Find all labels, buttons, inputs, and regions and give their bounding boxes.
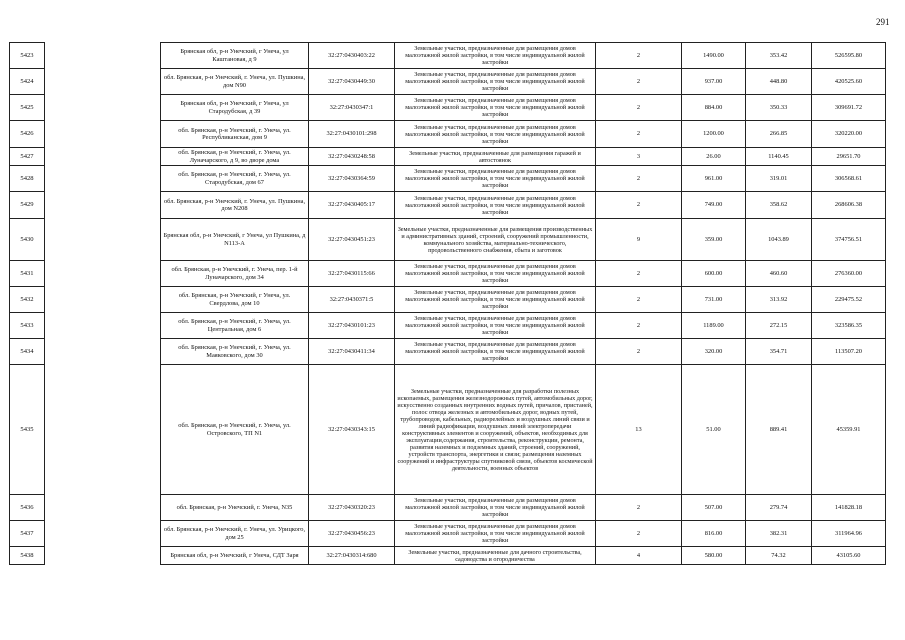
row-number: 5431 (10, 261, 45, 287)
land-use-cell: Земельные участки, предназначенные для размещения домов малоэтажной жилой застройки, в том числе индивидуальной жилой застройки (395, 521, 596, 547)
cadastral-number-cell: 32:27:0430451:23 (309, 219, 395, 261)
address-cell: обл. Брянская, р-н Унечский, г. Унеча, N35 (161, 495, 309, 521)
row-number: 5434 (10, 339, 45, 365)
cadastral-value-table (9, 42, 886, 565)
group-cell: 2 (596, 287, 682, 313)
empty-column (45, 495, 161, 521)
row-number: 5429 (10, 192, 45, 219)
empty-column (45, 313, 161, 339)
land-use-cell: Земельные участки, предназначенные для размещения домов малоэтажной жилой застройки, в том числе индивидуальной жилой застройки (395, 192, 596, 219)
cadastral-number-cell: 32:27:0430314:680 (309, 547, 395, 565)
table-row (10, 95, 886, 121)
cadastral-value-cell: 309691.72 (812, 95, 886, 121)
cadastral-value-cell: 141828.18 (812, 495, 886, 521)
specific-value-cell: 1140.45 (746, 148, 812, 166)
cadastral-number-cell: 32:27:0430411:34 (309, 339, 395, 365)
empty-column (45, 547, 161, 565)
empty-column (45, 219, 161, 261)
cadastral-value-cell: 29651.70 (812, 148, 886, 166)
group-cell: 2 (596, 313, 682, 339)
area-cell: 359.00 (682, 219, 746, 261)
group-cell: 2 (596, 192, 682, 219)
specific-value-cell: 448.80 (746, 69, 812, 95)
land-use-cell: Земельные участки, предназначенные для размещения домов малоэтажной жилой застройки, в том числе индивидуальной жилой застройки (395, 121, 596, 148)
row-number: 5424 (10, 69, 45, 95)
land-use-cell: Земельные участки, предназначенные для размещения домов малоэтажной жилой застройки, в том числе индивидуальной жилой застройки (395, 313, 596, 339)
group-cell: 2 (596, 261, 682, 287)
specific-value-cell: 889.41 (746, 365, 812, 495)
table-row (10, 69, 886, 95)
cadastral-value-cell: 320220.00 (812, 121, 886, 148)
table-row (10, 166, 886, 192)
empty-column (45, 192, 161, 219)
address-cell: обл. Брянская, р-н Унечский, г. Унеча, ул. Стародубская, дом 67 (161, 166, 309, 192)
cadastral-value-cell: 374756.51 (812, 219, 886, 261)
address-cell: Брянская обл, р-н Унечский, г Унеча, ул Каштановая, д 9 (161, 43, 309, 69)
specific-value-cell: 272.15 (746, 313, 812, 339)
area-cell: 1200.00 (682, 121, 746, 148)
empty-column (45, 69, 161, 95)
land-use-cell: Земельные участки, предназначенные для размещения домов малоэтажной жилой застройки, в том числе индивидуальной жилой застройки (395, 95, 596, 121)
land-use-cell: Земельные участки, предназначенные для дачного строительства, садоводства и огородничества (395, 547, 596, 565)
address-cell: обл. Брянская, р-н Унечский, г. Унеча, ул. Пушкина, дом N208 (161, 192, 309, 219)
row-number: 5438 (10, 547, 45, 565)
land-use-cell: Земельные участки, предназначенные для размещения домов малоэтажной жилой застройки, в том числе индивидуальной жилой застройки (395, 287, 596, 313)
cadastral-value-cell: 43105.60 (812, 547, 886, 565)
address-cell: Брянская обл, р-н Унечский, г Унеча, СДТ Заря (161, 547, 309, 565)
cadastral-value-cell: 229475.52 (812, 287, 886, 313)
area-cell: 580.00 (682, 547, 746, 565)
row-number: 5426 (10, 121, 45, 148)
address-cell: Брянская обл, р-н Унечский, г Унеча, ул Стародубская, д 39 (161, 95, 309, 121)
cadastral-number-cell: 32:27:0430248:58 (309, 148, 395, 166)
cadastral-value-cell: 526595.80 (812, 43, 886, 69)
area-cell: 937.00 (682, 69, 746, 95)
address-cell: обл. Брянская, р-н Унечский, г. Унеча, ул. Пушкина, дом N90 (161, 69, 309, 95)
cadastral-number-cell: 32:27:0430364:59 (309, 166, 395, 192)
specific-value-cell: 279.74 (746, 495, 812, 521)
area-cell: 51.00 (682, 365, 746, 495)
group-cell: 2 (596, 95, 682, 121)
empty-column (45, 121, 161, 148)
group-cell: 9 (596, 219, 682, 261)
group-cell: 13 (596, 365, 682, 495)
table-row (10, 121, 886, 148)
table-row (10, 495, 886, 521)
land-use-cell: Земельные участки, предназначенные для разработки полезных ископаемых, размещения железнодорожных путей, автомобильных дорог, искусственно созданных внутренних водных путей, причалов, пристаней, полос отвода железных и автомобильных дорог, водных путей, трубопроводов, кабельных, радиорелейных и воздушных линий связи и линий радиофикации, воздушных линий электропередачи конструктивных элементов и сооружений, объектов, необходимых для эксплуатации,содержания, строительства, реконструкции, ремонта, развития наземных и подземных зданий, строений, сооружений, устройств транспорта, энергетики и связи; размещения наземных сооружений и инфраструктуры спутниковой связи, объектов космической деятельности, военных объектов (395, 365, 596, 495)
land-use-cell: Земельные участки, предназначенные для размещения домов малоэтажной жилой застройки, в том числе индивидуальной жилой застройки (395, 261, 596, 287)
group-cell: 2 (596, 521, 682, 547)
cadastral-value-cell: 420525.60 (812, 69, 886, 95)
land-use-cell: Земельные участки, предназначенные для размещения домов малоэтажной жилой застройки, в том числе индивидуальной жилой застройки (395, 339, 596, 365)
specific-value-cell: 74.32 (746, 547, 812, 565)
address-cell: обл. Брянская, р-н Унечский, г Унеча, ул. Свердлова, дом 10 (161, 287, 309, 313)
table-row (10, 219, 886, 261)
row-number: 5423 (10, 43, 45, 69)
area-cell: 731.00 (682, 287, 746, 313)
group-cell: 2 (596, 339, 682, 365)
address-cell: обл. Брянская, р-н Унечский, г. Унеча, ул. Центральная, дом 6 (161, 313, 309, 339)
row-number: 5430 (10, 219, 45, 261)
specific-value-cell: 382.31 (746, 521, 812, 547)
page-number: 291 (876, 17, 890, 27)
address-cell: Брянская обл, р-н Унечский, г Унеча, ул Пушкина, д N113-А (161, 219, 309, 261)
cadastral-value-cell: 276360.00 (812, 261, 886, 287)
area-cell: 1490.00 (682, 43, 746, 69)
empty-column (45, 521, 161, 547)
table-row (10, 313, 886, 339)
area-cell: 26.00 (682, 148, 746, 166)
table-row (10, 192, 886, 219)
group-cell: 3 (596, 148, 682, 166)
table-row (10, 365, 886, 495)
cadastral-value-cell: 306568.61 (812, 166, 886, 192)
address-cell: обл. Брянская, р-н Унечский, г. Унеча, ул. Урицкого, дом 25 (161, 521, 309, 547)
specific-value-cell: 354.71 (746, 339, 812, 365)
empty-column (45, 339, 161, 365)
row-number: 5433 (10, 313, 45, 339)
cadastral-value-cell: 45359.91 (812, 365, 886, 495)
empty-column (45, 287, 161, 313)
row-number: 5435 (10, 365, 45, 495)
cadastral-number-cell: 32:27:0430449:30 (309, 69, 395, 95)
cadastral-number-cell: 32:27:0430115:66 (309, 261, 395, 287)
area-cell: 1189.00 (682, 313, 746, 339)
group-cell: 2 (596, 69, 682, 95)
cadastral-number-cell: 32:27:0430347:1 (309, 95, 395, 121)
specific-value-cell: 350.33 (746, 95, 812, 121)
address-cell: обл. Брянская, р-н Унечский, г. Унеча, ул. Маяковского, дом 30 (161, 339, 309, 365)
address-cell: обл. Брянская, р-н Унечский, г. Унеча, ул. Республиканская, дом 9 (161, 121, 309, 148)
empty-column (45, 166, 161, 192)
address-cell: обл. Брянская, р-н Унечский, г. Унеча, ул. Луначарского, д 9, во дворе дома (161, 148, 309, 166)
table-row (10, 287, 886, 313)
cadastral-value-cell: 311964.96 (812, 521, 886, 547)
row-number: 5428 (10, 166, 45, 192)
specific-value-cell: 358.62 (746, 192, 812, 219)
land-use-cell: Земельные участки, предназначенные для размещения домов малоэтажной жилой застройки, в том числе индивидуальной жилой застройки (395, 43, 596, 69)
cadastral-number-cell: 32:27:0430456:23 (309, 521, 395, 547)
cadastral-value-cell: 323586.35 (812, 313, 886, 339)
cadastral-number-cell: 32:27:0430403:22 (309, 43, 395, 69)
empty-column (45, 43, 161, 69)
cadastral-number-cell: 32:27:0430101:298 (309, 121, 395, 148)
specific-value-cell: 460.60 (746, 261, 812, 287)
empty-column (45, 95, 161, 121)
table-row (10, 148, 886, 166)
specific-value-cell: 353.42 (746, 43, 812, 69)
empty-column (45, 148, 161, 166)
land-use-cell: Земельные участки, предназначенные для размещения домов малоэтажной жилой застройки, в том числе индивидуальной жилой застройки (395, 166, 596, 192)
area-cell: 884.00 (682, 95, 746, 121)
empty-column (45, 365, 161, 495)
land-use-cell: Земельные участки, предназначенные для размещения производственных и административных зданий, строений, сооружений промышленности, коммунального хозяйства, материально-технического, продовольственного снабжения, сбыта и заготовок (395, 219, 596, 261)
group-cell: 2 (596, 121, 682, 148)
cadastral-number-cell: 32:27:0430371:5 (309, 287, 395, 313)
address-cell: обл. Брянская, р-н Унечский, г. Унеча, ул. Островского, ТП N1 (161, 365, 309, 495)
row-number: 5432 (10, 287, 45, 313)
table-row (10, 261, 886, 287)
row-number: 5427 (10, 148, 45, 166)
area-cell: 320.00 (682, 339, 746, 365)
area-cell: 816.00 (682, 521, 746, 547)
cadastral-number-cell: 32:27:0430101:23 (309, 313, 395, 339)
land-use-cell: Земельные участки, предназначенные для размещения домов малоэтажной жилой застройки, в том числе индивидуальной жилой застройки (395, 69, 596, 95)
specific-value-cell: 319.01 (746, 166, 812, 192)
group-cell: 4 (596, 547, 682, 565)
cadastral-number-cell: 32:27:0430320:23 (309, 495, 395, 521)
group-cell: 2 (596, 495, 682, 521)
table-row (10, 521, 886, 547)
area-cell: 749.00 (682, 192, 746, 219)
specific-value-cell: 1043.89 (746, 219, 812, 261)
land-use-cell: Земельные участки, предназначенные для размещения гаражей и автостоянок (395, 148, 596, 166)
table-row (10, 339, 886, 365)
cadastral-number-cell: 32:27:0430405:17 (309, 192, 395, 219)
row-number: 5436 (10, 495, 45, 521)
area-cell: 961.00 (682, 166, 746, 192)
empty-column (45, 261, 161, 287)
row-number: 5425 (10, 95, 45, 121)
land-use-cell: Земельные участки, предназначенные для размещения домов малоэтажной жилой застройки, в том числе индивидуальной жилой застройки (395, 495, 596, 521)
area-cell: 507.00 (682, 495, 746, 521)
table-row (10, 43, 886, 69)
group-cell: 2 (596, 166, 682, 192)
cadastral-value-cell: 113507.20 (812, 339, 886, 365)
row-number: 5437 (10, 521, 45, 547)
address-cell: обл. Брянская, р-н Унечский, г. Унеча, пер. 1-й Луначарского, дом 34 (161, 261, 309, 287)
area-cell: 600.00 (682, 261, 746, 287)
table-row (10, 547, 886, 565)
cadastral-number-cell: 32:27:0430343:15 (309, 365, 395, 495)
specific-value-cell: 313.92 (746, 287, 812, 313)
group-cell: 2 (596, 43, 682, 69)
specific-value-cell: 266.85 (746, 121, 812, 148)
cadastral-value-cell: 268606.38 (812, 192, 886, 219)
